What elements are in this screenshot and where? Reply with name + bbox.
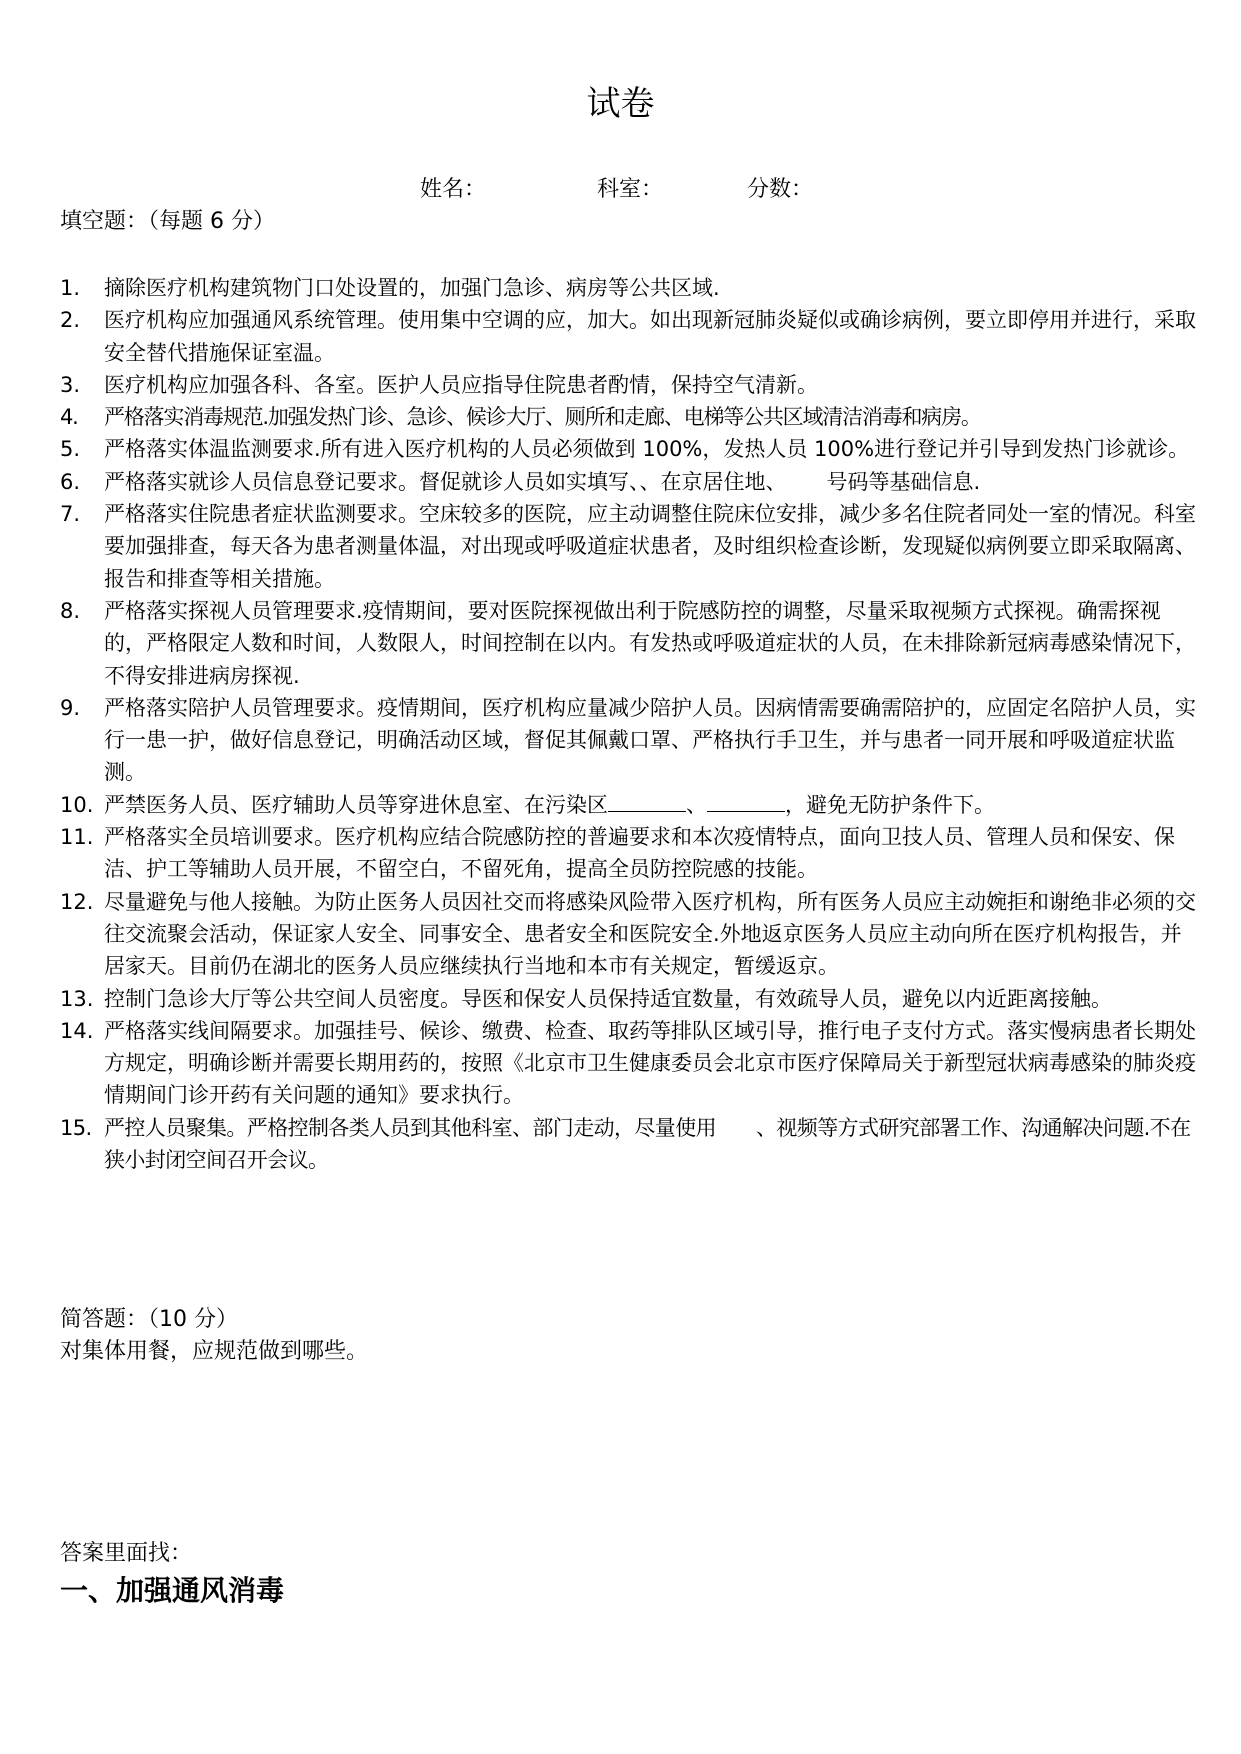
- question-text: 尽量避免与他人接触。为防止医务人员因社交而将感染风险带入医疗机构，所有医务人员应主动婉拒和谢绝非必须的交往交流聚会活动，保证家人安全、同事安全、患者安全和医院安全.外地返京医务人员应主动向所在医疗机构报告，并居家天。目前仍在湖北的医务人员应继续执行当地和本市有关规定，暂缓返京。: [104, 889, 1196, 979]
- page-title: 试卷: [586, 84, 655, 124]
- question-text: 严格落实探视人员管理要求.疫情期间，要对医院探视做出利于院感防控的调整，尽量采取视频方式探视。确需探视的，严格限定人数和时间，人数限人，时间控制在以内。有发热或呼吸道症状的人员，在未排除新冠病毒感染情况下，不得安排进病房探视.: [104, 598, 1196, 688]
- answer-blank-line: [608, 791, 686, 812]
- question-number: 2.: [60, 308, 81, 333]
- question-number: 8.: [60, 598, 81, 623]
- short-answer-section-heading: 简答题：（10 分）: [60, 1307, 238, 1332]
- question-text: [104, 466, 1200, 498]
- score-label: 分数：: [747, 177, 814, 202]
- question-item: [60, 433, 1200, 465]
- answer-section-heading: 一、加强通风消毒: [60, 1574, 285, 1607]
- question-item: [60, 595, 1200, 692]
- question-number: 11.: [60, 825, 94, 850]
- question-item: [60, 983, 1200, 1015]
- question-number: 4.: [60, 405, 78, 430]
- question-number: 13.: [60, 986, 94, 1011]
- question-item: [60, 498, 1200, 595]
- question-text: 严格落实线间隔要求。加强挂号、候诊、缴费、检查、取药等排队区域引导，推行电子支付方式。落实慢病患者长期处方规定，明确诊断并需要长期用药的，按照《北京市卫生健康委员会北京市医疗保障局关于新型冠状病毒感染的肺炎疫情期间门诊开药有关问题的通知》要求执行。: [104, 1018, 1196, 1108]
- question-item: [60, 369, 1200, 401]
- question-text: 严格落实消毒规范.加强发热门诊、急诊、候诊大厅、厕所和走廊、电梯等公共区域清洁消毒和病房。: [104, 405, 981, 430]
- question-text: 控制门急诊大厅等公共空间人员密度。导医和保安人员保持适宜数量，有效疏导人员，避免以内近距离接触。: [104, 986, 1112, 1011]
- department-label: 科室：: [597, 177, 664, 202]
- question-number: 5.: [60, 437, 81, 462]
- question-text-part: 、视频等方式研究部署工作、沟通解决问题.不在狭小封闭空间召开会议。: [104, 1115, 1191, 1173]
- answers-note: 答案里面找：: [60, 1541, 193, 1566]
- answer-blank-line: [707, 791, 785, 812]
- question-text: [104, 789, 1200, 821]
- question-item: [60, 692, 1200, 789]
- fill-in-section-heading: 填空题：（每题 6 分）: [60, 209, 275, 234]
- question-item: [60, 304, 1200, 369]
- question-text-part: 严控人员聚集。严格控制各类人员到其他科室、部门走动，尽量使用: [104, 1115, 716, 1140]
- question-item: [60, 466, 1200, 498]
- question-text: 严格落实全员培训要求。医疗机构应结合院感防控的普遍要求和本次疫情特点，面向卫技人员、管理人员和保安、保洁、护工等辅助人员开展，不留空白，不留死角，提高全员防控院感的技能。: [104, 825, 1175, 882]
- question-item: [60, 1112, 1200, 1177]
- question-number: 9.: [60, 695, 81, 720]
- question-number: 15.: [60, 1115, 92, 1140]
- question-text: 严格落实体温监测要求.所有进入医疗机构的人员必须做到 100%，发热人员 100%进行登记并引导到发热门诊就诊。: [104, 437, 1190, 462]
- question-item: [60, 821, 1200, 886]
- question-text: 严格落实陪护人员管理要求。疫情期间，医疗机构应量减少陪护人员。因病情需要确需陪护的，应固定名陪护人员，实行一患一护，做好信息登记，明确活动区域，督促其佩戴口罩、严格执行手卫生，并与患者一同开展和呼吸道症状监测。: [104, 695, 1196, 785]
- question-text-part: 号码等基础信息.: [826, 469, 981, 494]
- question-number: 14.: [60, 1018, 94, 1043]
- question-number: 6.: [60, 469, 81, 494]
- question-item: [60, 886, 1200, 983]
- question-text-part: 严格落实就诊人员信息登记要求。督促就诊人员如实填写、、在京居住地、: [104, 469, 787, 494]
- question-text: [104, 1112, 1200, 1177]
- question-number: 10.: [60, 792, 94, 817]
- name-label: 姓名：: [420, 177, 487, 202]
- question-text: 摘除医疗机构建筑物门口处设置的，加强门急诊、病房等公共区域.: [104, 276, 720, 300]
- question-item: [60, 401, 1200, 433]
- question-text: 严格落实住院患者症状监测要求。空床较多的医院，应主动调整住院床位安排，减少多名住院者同处一室的情况。科室要加强排查，每天各为患者测量体温，对出现或呼吸道症状患者，及时组织检查诊断，发现疑似病例要立即采取隔离、报告和排查等相关措施。: [104, 502, 1196, 591]
- question-item: [60, 1015, 1200, 1112]
- question-text-part: 严禁医务人员、医疗辅助人员等穿进休息室、在污染区: [104, 792, 608, 817]
- question-number: 1.: [60, 276, 81, 300]
- question-number: 12.: [60, 889, 94, 914]
- question-text: 医疗机构应加强各科、各室。医护人员应指导住院患者酌情，保持空气清新。: [104, 372, 818, 397]
- question-text: 医疗机构应加强通风系统管理。使用集中空调的应，加大。如出现新冠肺炎疑似或确诊病例，要立即停用并进行，采取安全替代措施保证室温。: [104, 308, 1196, 365]
- question-text-part: ，避免无防护条件下。: [785, 792, 995, 817]
- question-list: [60, 272, 1200, 1176]
- short-answer-question: 对集体用餐，应规范做到哪些。: [60, 1339, 369, 1364]
- question-number: 7.: [60, 502, 81, 527]
- question-text-part: 、: [686, 792, 707, 817]
- question-item: [60, 789, 1200, 821]
- question-item: [60, 272, 1200, 304]
- question-number: 3.: [60, 372, 81, 397]
